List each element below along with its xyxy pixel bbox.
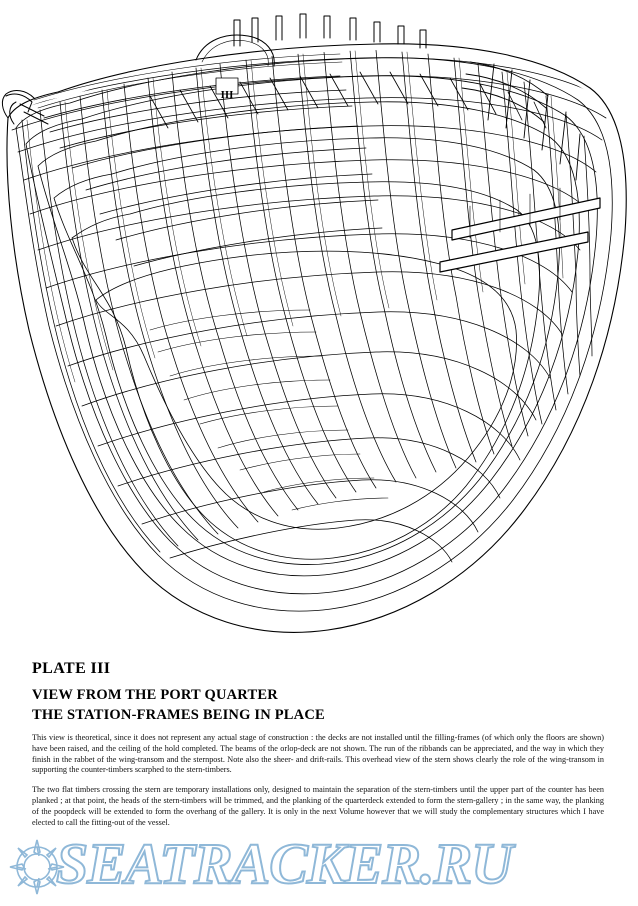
plate-title: PLATE III (32, 660, 111, 677)
body-text (32, 733, 604, 829)
caption-block (32, 660, 604, 725)
watermark-text: SEATRACKER.RU (56, 831, 513, 896)
body-paragraph-1: This view is theoretical, since it does not represent any actual stage of construction : the decks are not installed until the filling-frames (of which only the floors are shown) have been raised, and the ceiling of the hold completed. The beams of the orlop-deck are not shown. The run of the ribbands can be appreciated, and the way in which they finish in the rabbet of the wing-transom and the sternpost. Note also the sheer- and drift-rails. This overhead view of the stern shows clearly the role of the wing-transom in supporting the counter-timbers scarphed to the stern-timbers. (32, 733, 604, 775)
watermark (0, 828, 638, 906)
plate-subtitle-line-2: THE STATION-FRAMES BEING IN PLACE (32, 706, 325, 723)
body-paragraph-2: The two flat timbers crossing the stern are temporary installations only, designed to maintain the separation of the stern-timbers until the upper part of the counter has been planked ; at that point, the heads of the stern-timbers will be trimmed, and the planking of the quarterdeck extended to form the stern-gallery ; in the same way, the planking of the poopdeck will be extended to form the overhang of the gallery. It is only in the next Volume however that we will study the complementary structures which I have elected to call the fitting-out of the vessel. (32, 785, 604, 827)
hull-plate-label: III (220, 89, 234, 101)
starburst-icon (6, 836, 68, 898)
plate-subtitle-line-1: VIEW FROM THE PORT QUARTER (32, 687, 278, 703)
